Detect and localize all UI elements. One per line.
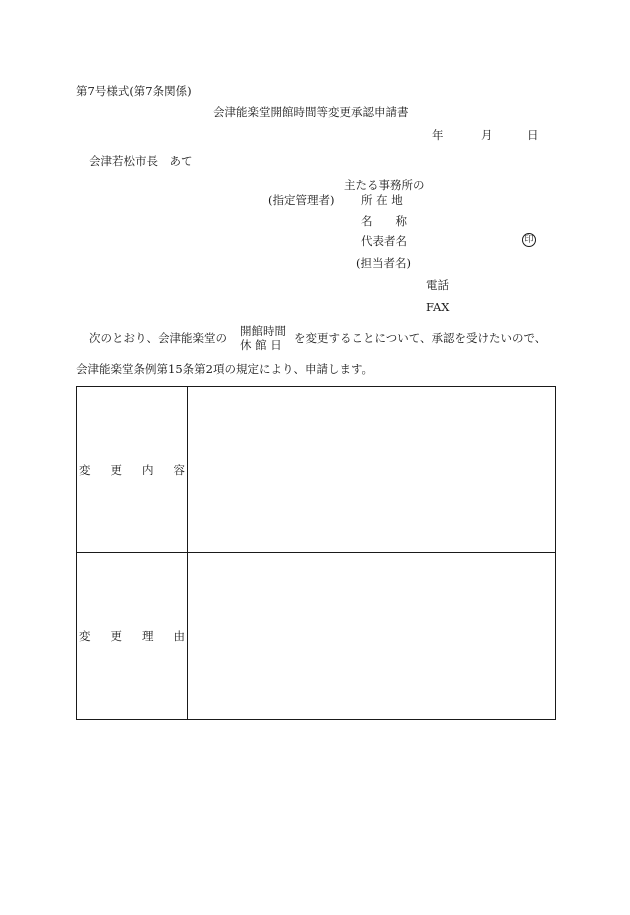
address-label-line-1: 主たる事務所の: [344, 178, 425, 192]
fax-label: FAX: [426, 300, 450, 314]
change-options: [240, 326, 286, 354]
table-row-change-reason: [77, 553, 555, 719]
change-reason-field[interactable]: [188, 553, 555, 719]
phone-label: 電話: [426, 278, 449, 292]
label-change-reason: [77, 553, 205, 719]
body-line-2: 会津能楽堂条例第15条第2項の規定により、申請します。: [76, 362, 374, 376]
form-number: 第7号様式(第7条関係): [76, 84, 192, 98]
body-continuation: を変更することについて、承認を受けたいので、: [294, 331, 547, 345]
label-change-content: [77, 387, 205, 552]
contact-person-label: (担当者名): [356, 256, 411, 270]
table-row-change-content: [77, 387, 555, 553]
designated-manager-label: (指定管理者): [268, 193, 335, 207]
name-label: 名 称: [361, 214, 407, 228]
label-change-content-text: 変更内容: [79, 462, 205, 477]
seal-mark: 印: [522, 233, 536, 247]
date-year: 年: [432, 128, 444, 142]
change-content-field[interactable]: [188, 387, 555, 552]
representative-label: 代表者名: [361, 234, 407, 248]
option-closed-days: 休 館 日: [240, 338, 282, 352]
address-label-line-2: 所 在 地: [361, 193, 403, 207]
date-day: 日: [527, 128, 539, 142]
label-change-reason-text: 変更理由: [79, 629, 205, 643]
form-title: 会津能楽堂開館時間等変更承認申請書: [213, 105, 409, 119]
date-month: 月: [481, 128, 493, 142]
addressee: 会津若松市長 あて: [89, 154, 193, 168]
form-table: [76, 386, 556, 720]
body-intro: 次のとおり、会津能楽堂の: [89, 331, 227, 345]
option-opening-hours: 開館時間: [240, 324, 286, 338]
